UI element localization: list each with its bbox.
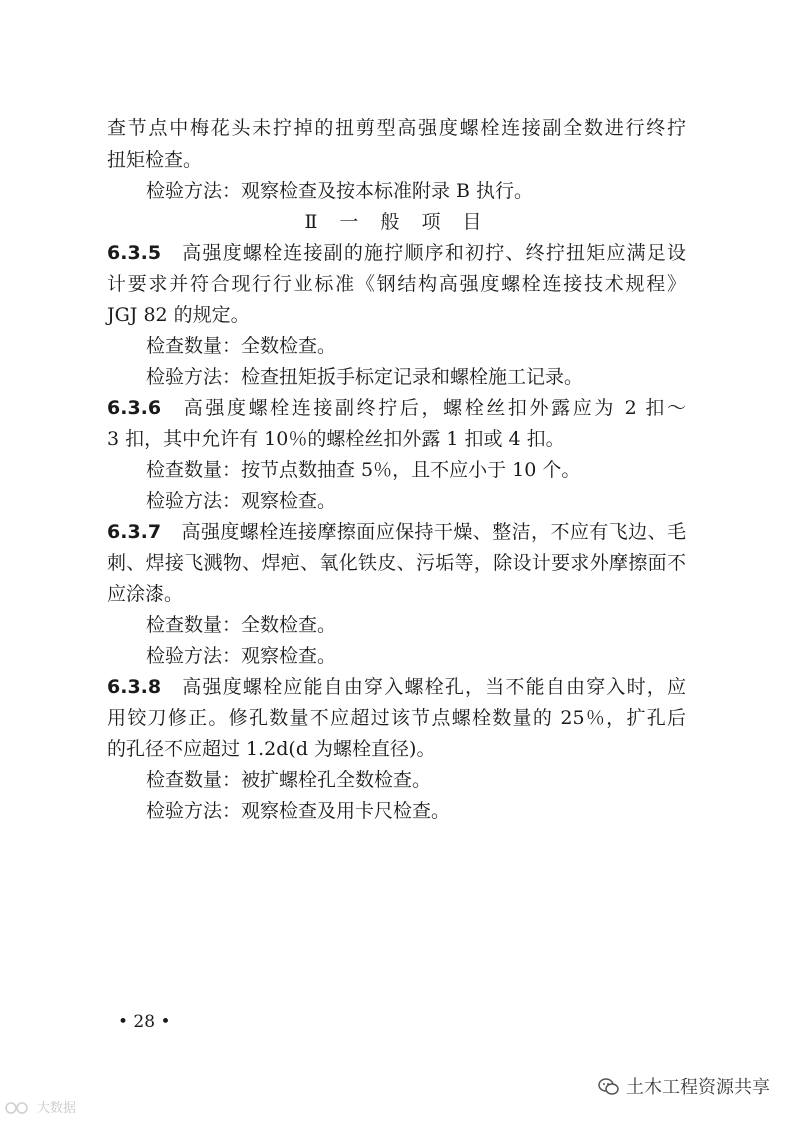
wechat-watermark [598, 1073, 770, 1099]
text-line: 用铰刀修正。修孔数量不应超过该节点螺栓数量的 25％，扩孔后 [107, 707, 686, 729]
text-line: 应涂漆。 [107, 583, 184, 605]
text-line: 计要求并符合现行行业标准《钢结构高强度螺栓连接技术规程》 [107, 273, 686, 295]
clause-6-3-6 [107, 395, 686, 421]
clause-text: 高强度螺栓连接副的施拧顺序和初拧、终拧扭矩应满足设 [181, 242, 686, 264]
text-line: 查节点中梅花头未拧掉的扭剪型高强度螺栓连接副全数进行终拧 [107, 117, 686, 139]
corner-watermark-text: 大数据 [37, 1101, 77, 1116]
text-line: 扭矩检查。 [107, 149, 203, 171]
text-line: 检验方法：观察检查及按本标准附录 B 执行。 [146, 180, 534, 202]
text-line: 检查数量：全数检查。 [146, 614, 337, 636]
text-line: 检验方法：观察检查及用卡尺检查。 [146, 800, 451, 822]
clause-text: 高强度螺栓应能自由穿入螺栓孔，当不能自由穿入时，应 [181, 676, 686, 698]
text-line: 检查数量：被扩螺栓孔全数检查。 [146, 769, 432, 791]
text-line: 3 扣，其中允许有 10％的螺栓丝扣外露 1 扣或 4 扣。 [107, 428, 565, 450]
clause-6-3-5 [107, 240, 686, 266]
text-line: 检验方法：观察检查。 [146, 645, 337, 667]
text-line: 检查数量：按节点数抽查 5％，且不应小于 10 个。 [146, 459, 581, 481]
page-number: • 28 • [118, 1012, 171, 1032]
text-line: 检验方法：检查扭矩扳手标定记录和螺栓施工记录。 [146, 366, 584, 388]
clause-text: 高强度螺栓连接副终拧后，螺栓丝扣外露应为 2 扣～ [181, 397, 686, 419]
text-line: 刺、焊接飞溅物、焊疤、氧化铁皮、污垢等，除设计要求外摩擦面不 [107, 552, 686, 574]
clause-6-3-8 [107, 674, 686, 700]
clause-text: 高强度螺栓连接摩擦面应保持干燥、整洁，不应有飞边、毛 [181, 521, 686, 543]
text-line: JGJ 82 的规定。 [107, 304, 250, 326]
text-line: 检查数量：全数检查。 [146, 335, 337, 357]
clause-number: 6.3.8 [107, 676, 162, 698]
wechat-icon [598, 1077, 620, 1097]
clause-number: 6.3.6 [107, 397, 162, 419]
wechat-account-name: 土木工程资源共享 [626, 1077, 770, 1098]
clause-6-3-7 [107, 519, 686, 545]
corner-watermark [4, 1097, 76, 1116]
text-line: 的孔径不应超过 1.2d(d 为螺栓直径)。 [107, 738, 436, 760]
watermark-logo-icon [4, 1101, 34, 1115]
clause-number: 6.3.5 [107, 242, 162, 264]
text-line: 检验方法：观察检查。 [146, 490, 337, 512]
clause-number: 6.3.7 [107, 521, 162, 543]
section-heading: Ⅱ 一 般 项 目 [304, 211, 490, 233]
